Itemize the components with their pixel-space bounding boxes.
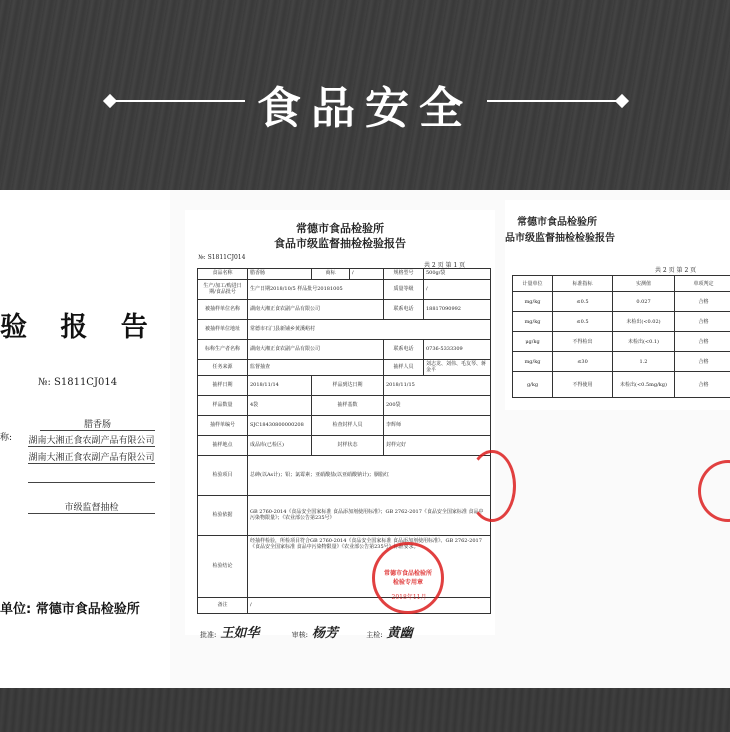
- approve-label: 批准:: [200, 631, 217, 639]
- cell-label: 规格型号: [384, 269, 424, 280]
- cell: 合格: [675, 292, 730, 312]
- left-doc-company-2: 湖南大湘正食农副产品有限公司: [28, 450, 155, 464]
- cell-value: /: [248, 598, 491, 614]
- right-doc-table: [512, 275, 730, 398]
- cell: 不得检出: [553, 332, 613, 352]
- cell-label: 任务来源: [198, 360, 248, 376]
- cell-value: /: [424, 280, 491, 300]
- cell: ≤0.5: [553, 292, 613, 312]
- stamp-text: 常德市食品检验所 检验专用章: [383, 570, 432, 586]
- cell-label: 检查封样人员: [312, 416, 384, 436]
- review-label: 审核:: [291, 631, 308, 639]
- cell: 未检出(<0.1): [613, 332, 675, 352]
- cell: g/kg: [513, 372, 553, 398]
- cell-value: 18817090992: [424, 300, 491, 320]
- cell-value: 生产日期2018/10/5 样品批号20181005: [248, 280, 384, 300]
- cell-value: 监督抽查: [248, 360, 384, 376]
- cell-value: 4袋: [248, 396, 312, 416]
- check-signature: 黄幽: [386, 626, 413, 641]
- right-doc-title: 品市级监督抽检检验报告: [505, 233, 615, 244]
- cell: ≤0.5: [553, 312, 613, 332]
- cell-value: 李辉师: [384, 416, 491, 436]
- footer-banner: [0, 688, 730, 732]
- center-doc-page: 共 2 页 第 1 页: [424, 262, 466, 269]
- cell-value: /: [350, 269, 384, 280]
- cell-label: 检验结论: [198, 536, 248, 598]
- cell-value: 总砷(以As计)；铅；氯霉素；亚硝酸盐(以亚硝酸钠计)；胭脂红: [248, 456, 491, 496]
- cell-value: 湖南大湘正食农副产品有限公司: [248, 300, 384, 320]
- cell-label: 被抽样单位地址: [198, 320, 248, 340]
- inspector-name: 常德市食品检验所: [35, 602, 140, 617]
- cell: 0.027: [613, 292, 675, 312]
- cell: mg/kg: [513, 352, 553, 372]
- left-doc-report-no: №: S1811CJ014: [38, 377, 118, 388]
- cell-label: 抽样地点: [198, 436, 248, 456]
- table-row: [513, 332, 730, 352]
- cell: 1.2: [613, 352, 675, 372]
- cell-label: 检验项目: [198, 456, 248, 496]
- left-doc-company-1: 湖南大湘正食农副产品有限公司: [28, 433, 155, 447]
- cell-label: 抽样单编号: [198, 416, 248, 436]
- cell-value: 200袋: [384, 396, 491, 416]
- page-title: 食品安全: [257, 83, 473, 134]
- left-doc-label: 称:: [0, 433, 13, 443]
- cell-label: 食品名称: [198, 269, 248, 280]
- cell-value: 成品库(已检区): [248, 436, 312, 456]
- partial-stamp-center: [468, 450, 516, 522]
- cell-label: 联系电话: [384, 340, 424, 360]
- cell-value: 刘志龙、刘伟、毛友琴、蒋金平: [424, 360, 491, 376]
- col-header: 实测值: [613, 276, 675, 292]
- table-row: [513, 292, 730, 312]
- center-doc-org: 常德市食品检验所: [296, 222, 384, 235]
- cell-label: 样品数量: [198, 396, 248, 416]
- cell-value: 腊香肠: [248, 269, 312, 280]
- left-doc-inspector: [0, 598, 140, 617]
- cell-value: GB 2760-2014《食品安全国家标准 食品添加剂使用标准》；GB 2762-2017《食品安全国家标准 食品中污染物限量》；《农业部公告第235号》: [248, 496, 491, 536]
- center-doc-report-no: №: S1811CJ014: [198, 254, 246, 261]
- cell: ≤30: [553, 352, 613, 372]
- signature-row: [200, 622, 490, 641]
- cell-label: 备注: [198, 598, 248, 614]
- col-header: 计量单位: [513, 276, 553, 292]
- cell-value: 2018/11/15: [384, 376, 491, 396]
- cell: 未检出(<0.02): [613, 312, 675, 332]
- cell-value: 封样完好: [384, 436, 491, 456]
- right-doc-org: 常德市食品检验所: [517, 217, 597, 228]
- center-doc-table: [197, 268, 491, 614]
- left-doc-title: 验 报 告: [0, 312, 160, 343]
- cell: mg/kg: [513, 312, 553, 332]
- cell-label: 封样状态: [312, 436, 384, 456]
- cell: 未检出(<0.5mg/kg): [613, 372, 675, 398]
- table-row: [513, 372, 730, 398]
- cell: 合格: [675, 332, 730, 352]
- cell: 不得使用: [553, 372, 613, 398]
- cell: mg/kg: [513, 292, 553, 312]
- cell-value: 500g/袋: [424, 269, 491, 280]
- cell: 合格: [675, 312, 730, 332]
- left-doc-blank: [28, 472, 155, 483]
- cell-label: 生产/加工/购进日期/食品批号: [198, 280, 248, 300]
- table-row: [513, 352, 730, 372]
- cell-label: 抽样日期: [198, 376, 248, 396]
- right-doc-page: 共 2 页 第 2 页: [655, 267, 697, 274]
- cell-label: 抽样基数: [312, 396, 384, 416]
- cell-value: SJC18430800000208: [248, 416, 312, 436]
- cell-label: 抽样人员: [384, 360, 424, 376]
- cell-label: 检验依据: [198, 496, 248, 536]
- review-signature: 杨芳: [311, 626, 338, 641]
- approve-signature: 王如华: [220, 626, 260, 641]
- left-doc-task-source: 市级监督抽检: [28, 500, 155, 514]
- cell: 合格: [675, 372, 730, 398]
- cell-value: 经抽样检验，所检项目符合GB 2760-2014《食品安全国家标准 食品添加剂使用标准》、GB 2762-2017《食品安全国家标准 食品中污染物限量》《农业部公告第235号》标准要求。: [248, 536, 491, 598]
- col-header: 标准指标: [553, 276, 613, 292]
- cell: μg/kg: [513, 332, 553, 352]
- inspector-label: 单位:: [0, 602, 32, 617]
- col-header: 单项判定: [675, 276, 730, 292]
- cell-label: 标称生产者名称: [198, 340, 248, 360]
- cell-label: 商标: [312, 269, 350, 280]
- center-doc-title: 食品市级监督抽检检验报告: [274, 237, 406, 250]
- stamp-date: 2018年11月: [391, 594, 427, 601]
- right-rule: [487, 100, 622, 102]
- cell-label: 质量等级: [384, 280, 424, 300]
- cell-label: 被抽样单位名称: [198, 300, 248, 320]
- cell: 合格: [675, 352, 730, 372]
- cell-label: 样品到达日期: [312, 376, 384, 396]
- cell-value: 常德市石门县新铺乡黄溪峪村: [248, 320, 491, 340]
- cell-value: 0736-5333309: [424, 340, 491, 360]
- cell-label: 联系电话: [384, 300, 424, 320]
- cell-value: 2018/11/14: [248, 376, 312, 396]
- left-doc-product: 腊香肠: [40, 417, 155, 431]
- check-label: 主检:: [366, 631, 383, 639]
- cell-value: 湖南大湘正食农副产品有限公司: [248, 340, 384, 360]
- table-row: [513, 312, 730, 332]
